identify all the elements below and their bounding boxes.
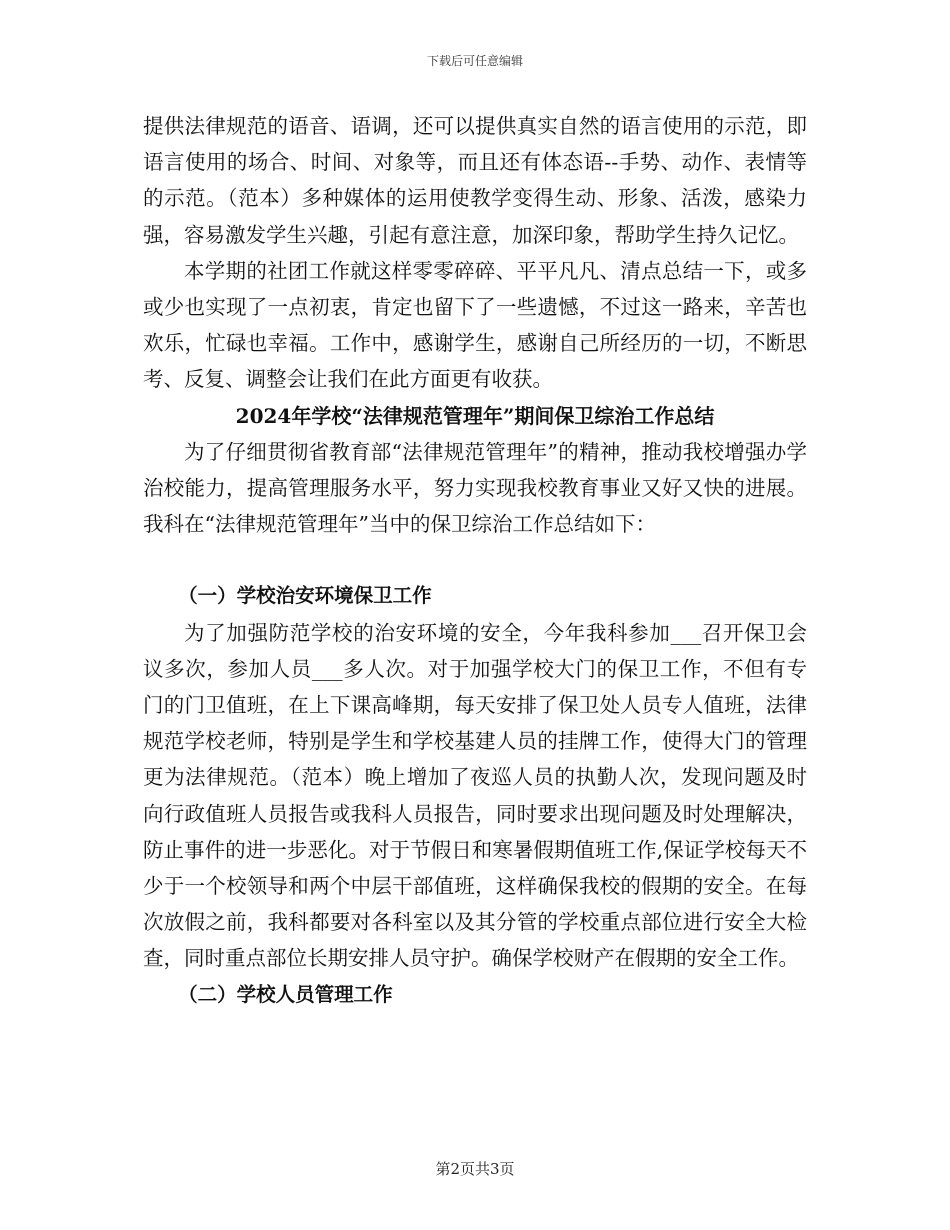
article-title: 2024年学校“法律规范管理年”期间保卫综治工作总结 (235, 403, 715, 428)
page-number-footer: 第2页共3页 (435, 1160, 515, 1178)
document-body (143, 108, 807, 1013)
section-heading-1: （一）学校治安环境保卫工作 (178, 584, 432, 608)
paragraph-gap (143, 542, 807, 578)
paragraph-1: 提供法律规范的语音、语调，还可以提供真实自然的语言使用的示范，即语言使用的场合、时间、对象等，而且还有体态语--手势、动作、表情等的示范。（范本）多种媒体的运用使教学变得生动、形象、活泼，感染力强，容易激发学生兴趣，引起有意注意，加深印象，帮助学生持久记忆。 (143, 114, 807, 247)
section-heading-2: （二）学校人员管理工作 (178, 982, 393, 1006)
page-header-note: 下载后可任意编辑 (426, 54, 523, 68)
paragraph-2: 本学期的社团工作就这样零零碎碎、平平凡凡、清点总结一下，或多或少也实现了一点初衷，肯定也留下了一些遗憾，不过这一路来，辛苦也欢乐，忙碌也幸福。工作中，感谢学生，感谢自己所经历的一切，不断思考、反复、调整会让我们在此方面更有收获。 (143, 258, 807, 392)
paragraph-3: 为了仔细贯彻省教育部“法律规范管理年”的精神，推动我校增强办学治校能力，提高管理服务水平，努力实现我校教育事业又好又快的进展。我科在“法律规范管理年”当中的保卫综治工作总结如下： (143, 439, 807, 537)
paragraph-4: 为了加强防范学校的治安环境的安全，今年我科参加___召开保卫会议多次，参加人员___多人次。对于加强学校大门的保卫工作，不但有专门的门卫值班，在上下课高峰期，每天安排了保卫处人员专人值班，法律规范学校老师，特别是学生和学校基建人员的挂牌工作，使得大门的管理更为法律规范。（范本）晚上增加了夜巡人员的执勤人次，发现问题及时向行政值班人员报告或我科人员报告，同时要求出现问题及时处理解决，防止事件的进一步恶化。对于节假日和寒暑假期值班工作,保证学校每天不少于一个校领导和两个中层干部值班，这样确保我校的假期的安全。在每次放假之前，我科都要对各科室以及其分管的学校重点部位进行安全大检查，同时重点部位长期安排人员守护。确保学校财产在假期的安全工作。 (143, 620, 807, 971)
